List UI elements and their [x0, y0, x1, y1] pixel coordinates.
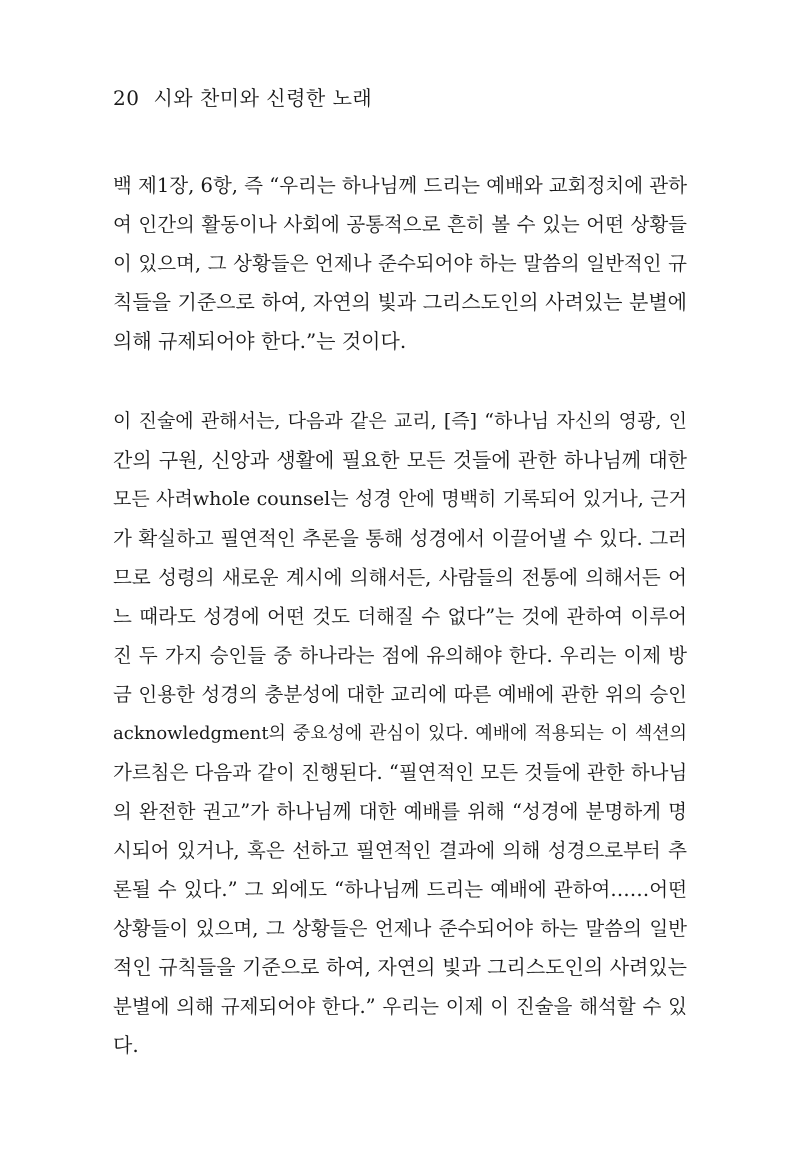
text-line: 느 때라도 성경에 어떤 것도 더해질 수 없다”는 것에 관하여 이루어 — [113, 605, 687, 628]
text-line: acknowledgment의 중요성에 관심이 있다. 예배에 적용되는 이 섹션의 — [113, 723, 687, 744]
text-line: 진 두 가지 승인들 중 하나라는 점에 유의해야 한다. 우리는 이제 방 — [113, 644, 687, 667]
text-line: 의 완전한 권고”가 하나님께 대한 예배를 위해 “성경에 분명하게 명 — [113, 800, 687, 823]
running-header — [113, 82, 372, 111]
body-text — [113, 166, 687, 1065]
text-line: 시되어 있거나, 혹은 선하고 필연적인 결과에 의해 성경으로부터 추 — [113, 839, 687, 862]
text-line: 다. — [113, 1033, 139, 1057]
text-line: 모든 사려whole counsel는 성경 안에 명백히 기록되어 있거나, 근거 — [113, 488, 687, 510]
text-line: 금 인용한 성경의 충분성에 대한 교리에 따른 예배에 관한 위의 승인 — [113, 683, 687, 706]
text-line: 이 있으며, 그 상황들은 언제나 준수되어야 하는 말씀의 일반적인 규 — [113, 252, 687, 275]
text-line: 백 제1장, 6항, 즉 “우리는 하나님께 드리는 예배와 교회정치에 관하 — [113, 174, 687, 197]
text-line: 론될 수 있다.” 그 외에도 “하나님께 드리는 예배에 관하여……어떤 — [113, 878, 687, 901]
paragraph-2 — [113, 402, 687, 1065]
text-line: 간의 구원, 신앙과 생활에 필요한 모든 것들에 관한 하나님께 대한 — [113, 448, 687, 472]
page-number: 20 — [113, 86, 140, 110]
text-line: 므로 성령의 새로운 계시에 의해서든, 사람들의 전통에 의해서든 어 — [113, 566, 687, 589]
paragraph-1 — [113, 166, 687, 361]
book-title: 시와 찬미와 신령한 노래 — [153, 86, 373, 110]
text-line: 칙들을 기준으로 하여, 자연의 빛과 그리스도인의 사려있는 분별에 — [113, 290, 687, 314]
text-line: 의해 규제되어야 한다.”는 것이다. — [113, 329, 407, 353]
text-line: 여 인간의 활동이나 사회에 공통적으로 흔히 볼 수 있는 어떤 상황들 — [113, 213, 687, 236]
text-line: 가 확실하고 필연적인 추론을 통해 성경에서 이끌어낼 수 있다. 그러 — [113, 527, 687, 550]
text-line: 상황들이 있으며, 그 상황들은 언제나 준수되어야 하는 말씀의 일반 — [113, 917, 687, 940]
text-line: 적인 규칙들을 기준으로 하여, 자연의 빛과 그리스도인의 사려있는 — [113, 955, 687, 979]
text-line: 가르침은 다음과 같이 진행된다. “필연적인 모든 것들에 관한 하나님 — [113, 761, 688, 784]
text-line: 이 진술에 관해서는, 다음과 같은 교리, [즉] “하나님 자신의 영광, 인 — [113, 410, 687, 432]
text-line: 분별에 의해 규제되어야 한다.” 우리는 이제 이 진술을 해석할 수 있 — [113, 995, 687, 1018]
